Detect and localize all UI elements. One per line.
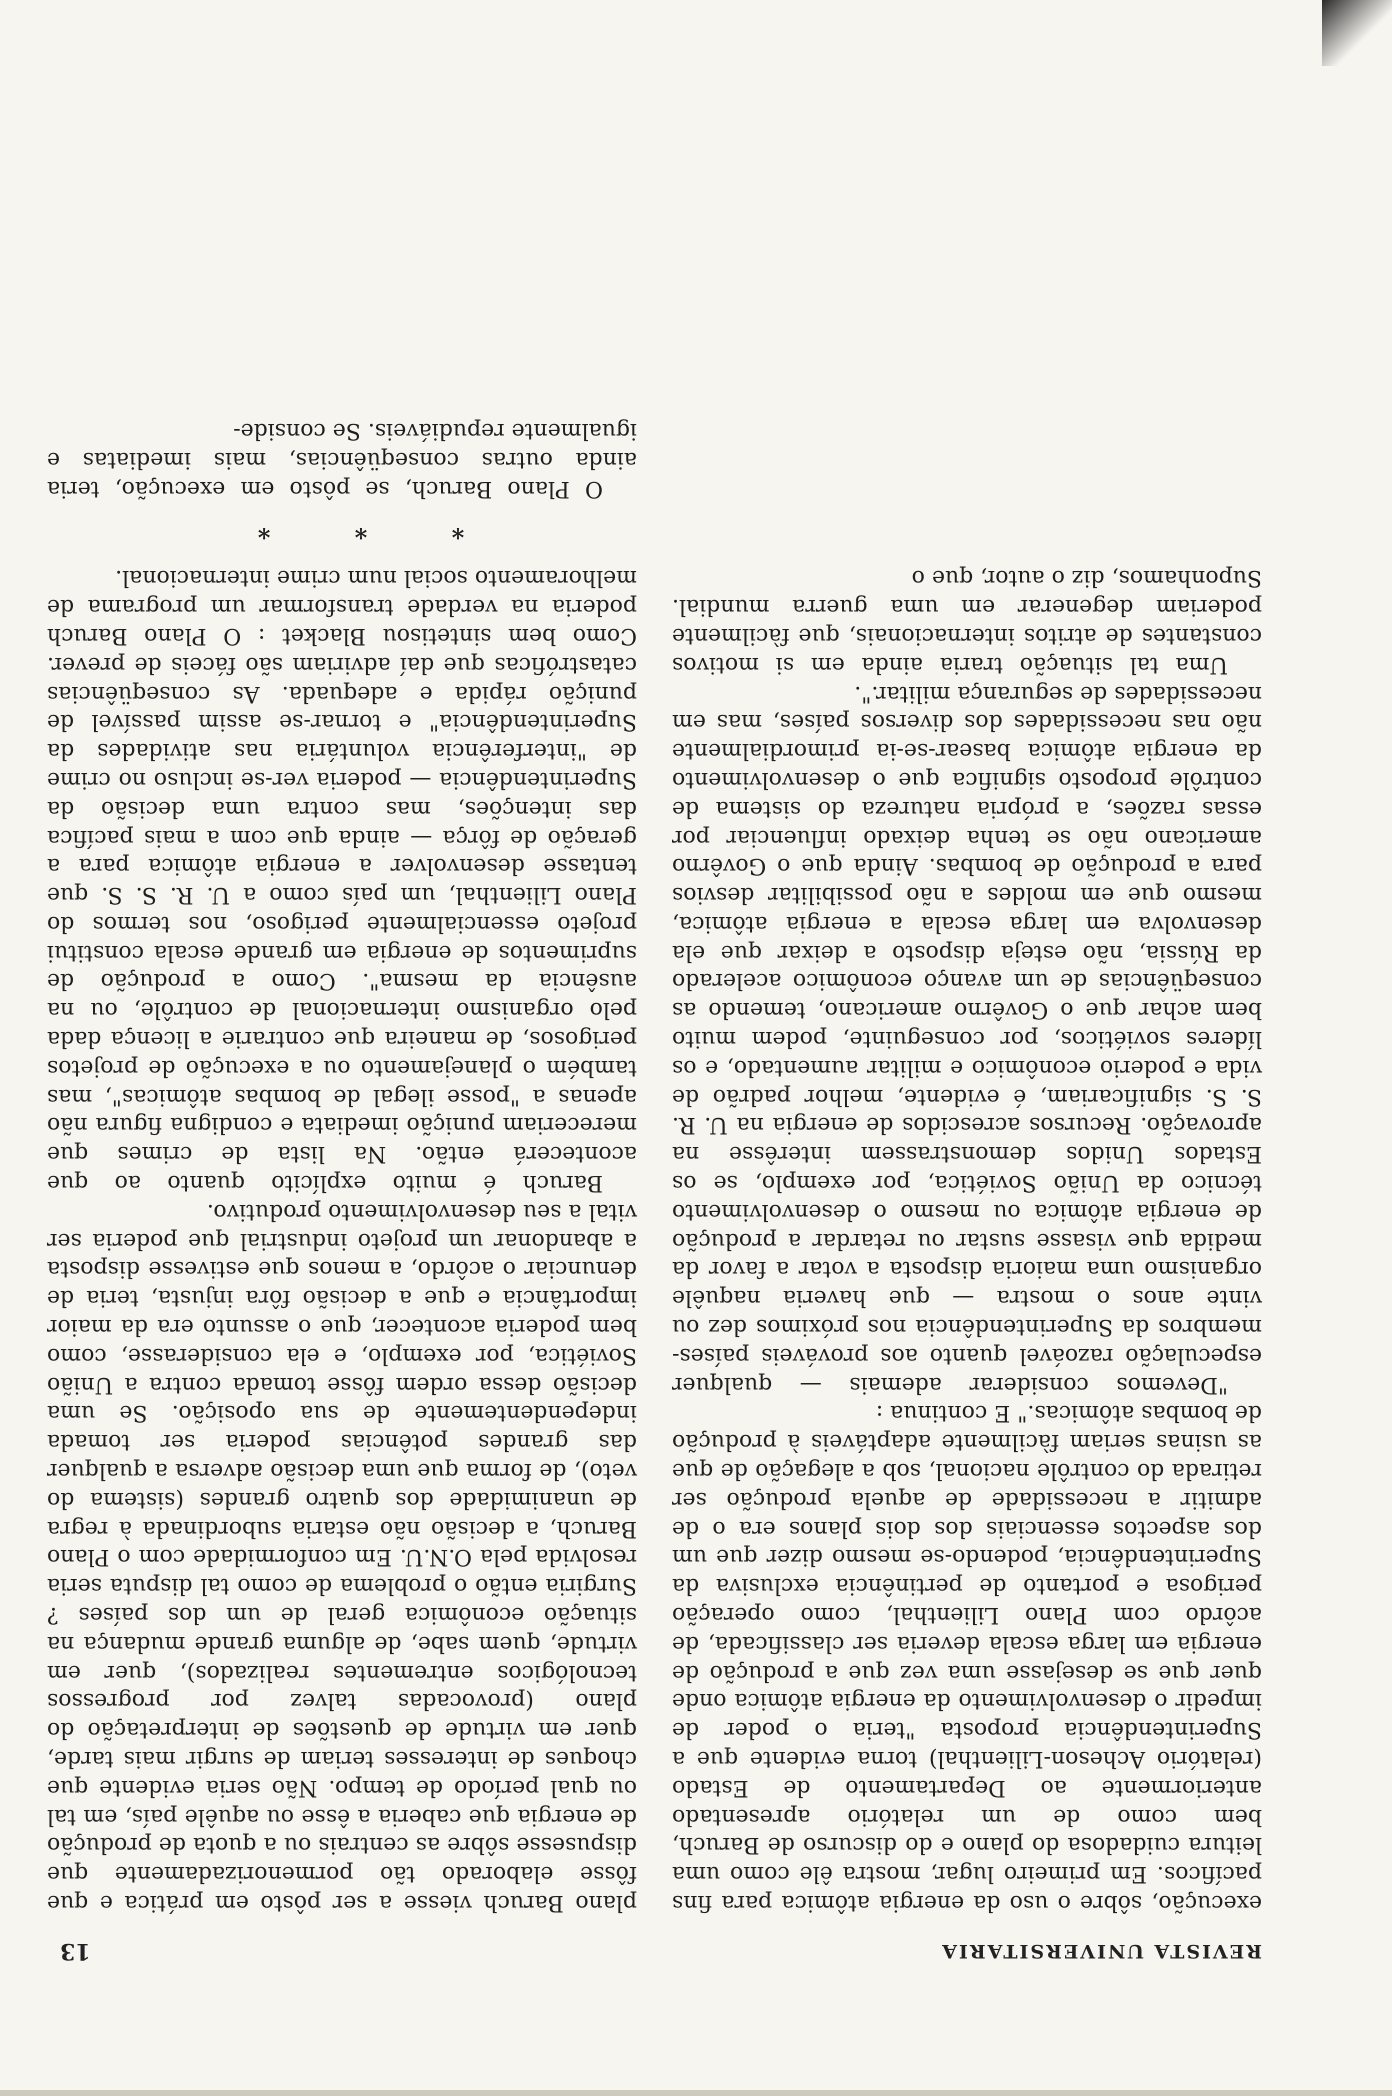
left-paragraph-1: execução, sôbre o uso da energia atômica para fins pacíficos. Em primeiro lugar, mostra êle como uma leitura cuidadosa do plano e do discurso de Baruch, bem como de um relatório apresentado anteriormente ao Departamento de Estado (relatório Acheson-Lilienthal) torna evidente que a Superintendência proposta "teria o poder de impedir o desenvolvimento da energia atômica onde quer que se desejasse uma vez que a produção de energia em larga escala deveria ser classificada, de acôrdo com Plano Lilienthal, como operação perigosa e portanto de pertinência exclusiva da Superintendência, podendo-se mesmo dizer que um dos aspectos essenciais dos dois planos era o de admitir a necessidade de aquela produção ser retirada do contrôle nacional, sob a alegação de que as usinas seriam fàcilmente adaptáveis à produção de bombas atômicas." E continua : [672,1400,1262,1915]
right-paragraph-1: plano Baruch viesse a ser pôsto em prática e que fôsse elaborado tão pormenorizadamente que dispusesse sôbre as centrais ou a quota de produção de energia que caberia a êsse ou aquêle país, em tal ou qual período de tempo. Não seria evidente que choques de interesses teriam de surgir mais tarde, quer em virtude de questões de interpretação do plano (provocadas talvez por progressos tecnológicos entrementes realizados), quer em virtude, quem sabe, de alguma grande mudança na situação econômica geral de um dos países ? Surgiria então o problema de como tal disputa seria resolvida pela O.N.U. Em conformidade com o Plano Baruch, a decisão não estaria subordinada à regra de unanimidade dos quatro grandes (sistema do veto), de forma que uma decisão adversa a qualquer das grandes potências poderia ser tomada independentemente de sua oposição. Se uma decisão dessa ordem fôsse tomada contra a União Soviética, por exemplo, e ela considerasse, como bem poderia acontecer, que o assunto era da maior importância e que a decisão fôra injusta, teria de denunciar o acôrdo, a menos que estivesse disposta a abandonar um projeto industrial que poderia ser vital a seu desenvolvimento produtivo. [47,1198,637,1915]
journal-title: REVISTA UNIVERSITARIA [940,1940,1262,1962]
left-column [672,563,1262,1916]
left-paragraph-3: Uma tal situação traria ainda em si motivos constantes de atritos internacionais, que fàcilmente poderiam degenerar em uma guerra mundial. Suponhamos, diz o autor, que o [672,565,1262,677]
scan-corner-shadow [1322,0,1392,66]
right-paragraph-3: O Plano Baruch, se pôsto em execução, teria ainda outras conseqüências, mais imediatas e igualmente repudiáveis. Se conside- [47,418,637,501]
page-number: 13 [60,1938,91,1964]
left-paragraph-2: "Devemos considerar ademais — qualquer especulação razoável quanto aos prováveis países-membros da Superintendência nos próximos dez ou vinte anos o mostra — que haveria naquêle organismo uma maioria disposta a votar a favor da medida que visasse sustar ou retardar a produção de energia atômica ou mesmo o desenvolvimento técnico da União Soviética, por exemplo, se os Estados Unidos demonstrassem interêsse na aprovação. Recursos acrescidos de energia na U. R. S. S. significariam, é evidente, melhor padrão de vida e poderio econômico e militar aumentado, e os líderes soviéticos, por conseguinte, podem muito bem achar que o Govêrno americano, temendo as conseqüências de um avanço econômico acelerado da Rússia, não esteja disposto a deixar que ela desenvolva em larga escala a energia atômica, mesmo que em moldes a não possibilitar desvios para a produção de bombas. Ainda que o Govêrno americano não se tenha deixado influenciar por essas razões, a própria natureza do sistema de contrôle proposto significa que o desenvolvimento da energia atômica basear-se-ia primordialmente não nas necessidades dos diversos países, mas em necessidades de segurança militar.". [672,680,1262,1397]
right-paragraph-2: Baruch é muito explícito quanto ao que acontecerá então. Na lista de crimes que mereceriam punição imediata e condigna figura não apenas a "posse ilegal de bombas atômicas", mas também o planejamento ou a execução de projetos perigosos, de maneira que contrarie a licença dada pelo organismo internacional de contrôle, ou na ausência da mesma". Como a produção de suprimentos de energia em grande escala constitui projeto essencialmente perigoso, nos termos do Plano Lilienthal, um país como a U. R. S. S. que tentasse desenvolver a energia atômica para a geração de fôrça — ainda que com a mais pacífica das intenções, mas contra uma decisão da Superintendência — poderia ver-se incluso no crime de "interferência voluntária nas atividades da Superintendência" e tornar-se assim passível de punição rápida e adequada. As conseqüências catastróficas que daí adviriam são fáceis de prever. Como bem sintetisou Blacket : O Plano Baruch poderia na verdade transformar um programa de melhoramento social num crime internacional. [47,565,637,1196]
section-break-stars: * * * [219,514,465,544]
page-header [60,1931,1262,1971]
scan-edge [0,2090,1392,2096]
right-column [47,415,637,1916]
